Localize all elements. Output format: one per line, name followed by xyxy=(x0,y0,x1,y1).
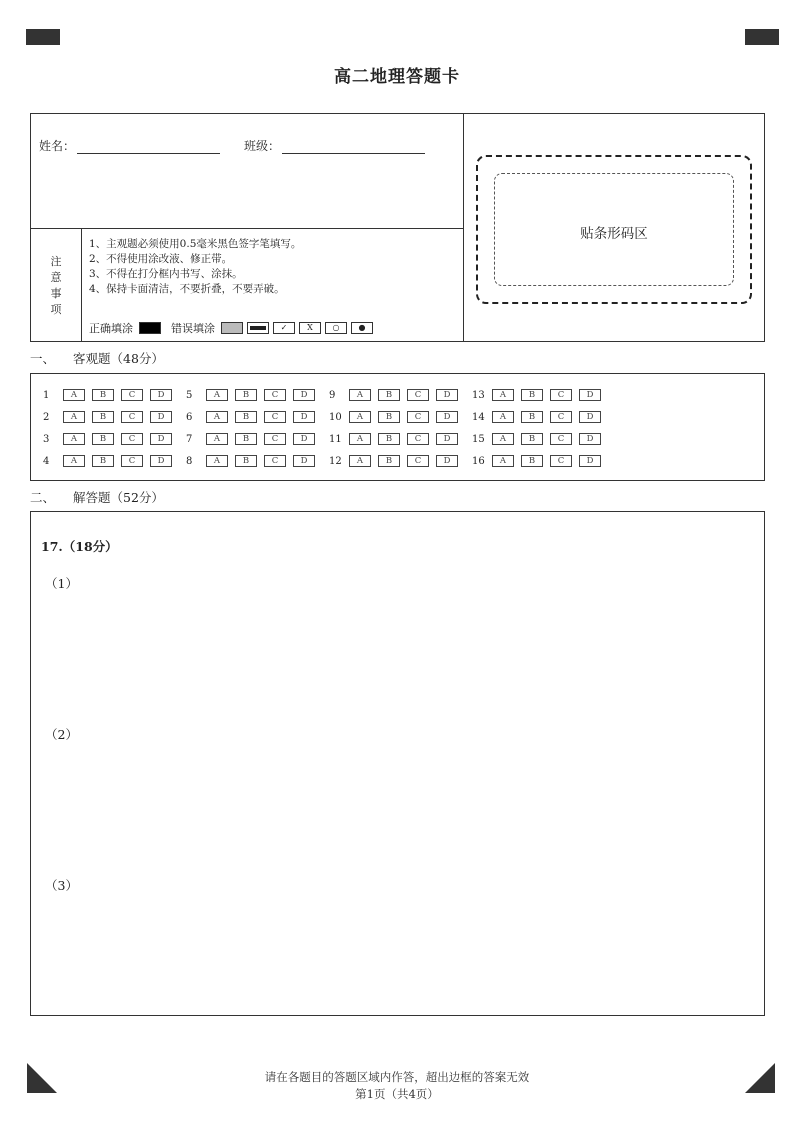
mc-question xyxy=(472,432,615,446)
mc-question-number: 9 xyxy=(329,389,336,401)
mc-question-number: 5 xyxy=(186,389,193,401)
mc-option-bubble[interactable]: C xyxy=(550,455,572,467)
alignment-mark-top-right xyxy=(745,29,779,45)
mc-option-bubble[interactable]: B xyxy=(521,455,543,467)
mc-option-bubble[interactable]: B xyxy=(235,389,257,401)
mc-option-bubble[interactable]: A xyxy=(206,433,228,445)
mc-option-bubble[interactable]: C xyxy=(550,389,572,401)
mc-row xyxy=(43,410,615,424)
mc-option-bubble[interactable]: D xyxy=(293,455,315,467)
barcode-inner-frame xyxy=(494,173,734,286)
mc-question xyxy=(472,410,615,424)
mc-question-number: 8 xyxy=(186,455,193,467)
mc-option-bubble[interactable]: C xyxy=(264,433,286,445)
mc-option-bubble[interactable]: B xyxy=(378,433,400,445)
notes-heading-char: 意 xyxy=(50,270,62,284)
correct-fill-swatch xyxy=(139,322,161,334)
class-field[interactable] xyxy=(282,141,425,154)
mc-option-bubble[interactable]: C xyxy=(407,389,429,401)
mc-option-bubble[interactable]: B xyxy=(235,411,257,423)
mc-option-bubble[interactable]: A xyxy=(206,455,228,467)
wrong-fill-label: 错误填涂 xyxy=(171,322,215,335)
mc-question-number: 7 xyxy=(186,433,193,445)
correct-fill-label: 正确填涂 xyxy=(89,322,133,335)
wrong-fill-check-swatch: ✓ xyxy=(273,322,295,334)
mc-question-number: 13 xyxy=(472,389,485,401)
mc-row xyxy=(43,432,615,446)
answer-area-q17[interactable] xyxy=(30,511,765,1016)
mc-option-bubble[interactable]: D xyxy=(579,433,601,445)
mc-option-bubble[interactable]: C xyxy=(550,433,572,445)
mc-row xyxy=(43,454,615,468)
barcode-label: 贴条形码区 xyxy=(580,226,648,242)
mc-option-bubble[interactable]: A xyxy=(349,433,371,445)
section-index: 一、 xyxy=(30,351,56,366)
mc-option-bubble[interactable]: A xyxy=(63,433,85,445)
mc-question xyxy=(43,432,186,446)
mc-question-number: 1 xyxy=(43,389,50,401)
mc-option-bubble[interactable]: D xyxy=(436,433,458,445)
mc-question-number: 15 xyxy=(472,433,485,445)
mc-option-bubble[interactable]: C xyxy=(121,455,143,467)
mc-option-bubble[interactable]: D xyxy=(150,411,172,423)
wrong-fill-bar-swatch xyxy=(247,322,269,334)
student-info-panel xyxy=(31,114,464,341)
mc-question-number: 16 xyxy=(472,455,485,467)
mc-option-bubble[interactable]: D xyxy=(150,433,172,445)
mc-option-bubble[interactable]: B xyxy=(92,389,114,401)
mc-question xyxy=(43,388,186,402)
mc-option-bubble[interactable]: A xyxy=(349,455,371,467)
mc-row xyxy=(43,388,615,402)
mc-question xyxy=(43,454,186,468)
mc-option-bubble[interactable]: A xyxy=(349,389,371,401)
section-title: 客观题（48分） xyxy=(73,351,164,366)
mc-question-number: 4 xyxy=(43,455,50,467)
mc-option-bubble[interactable]: D xyxy=(293,433,315,445)
wrong-fill-grey-swatch xyxy=(221,322,243,334)
mc-option-bubble[interactable]: C xyxy=(407,411,429,423)
barcode-area xyxy=(476,155,752,304)
mc-question xyxy=(186,410,329,424)
mc-option-bubble[interactable]: D xyxy=(150,389,172,401)
notes-heading-char: 事 xyxy=(50,286,62,300)
note-item: 4、保持卡面清洁，不要折叠，不要弄破。 xyxy=(89,283,285,295)
mc-option-bubble[interactable]: B xyxy=(235,455,257,467)
mc-option-bubble[interactable]: D xyxy=(436,455,458,467)
mc-option-bubble[interactable]: A xyxy=(492,433,514,445)
notes-heading xyxy=(31,229,82,342)
mc-option-bubble[interactable]: D xyxy=(293,411,315,423)
mc-option-bubble[interactable]: D xyxy=(579,389,601,401)
mc-option-bubble[interactable]: A xyxy=(206,389,228,401)
wrong-fill-cross-swatch: X xyxy=(299,322,321,334)
footer-page-number: 第1页（共4页） xyxy=(355,1087,439,1101)
mc-option-bubble[interactable]: B xyxy=(521,389,543,401)
alignment-mark-top-left xyxy=(26,29,60,45)
section-index: 二、 xyxy=(30,490,56,505)
mc-option-bubble[interactable]: A xyxy=(63,389,85,401)
mc-question xyxy=(186,432,329,446)
section-objective-heading xyxy=(30,349,164,367)
mc-question xyxy=(43,410,186,424)
mc-option-bubble[interactable]: C xyxy=(407,455,429,467)
mc-option-bubble[interactable]: D xyxy=(436,389,458,401)
mc-question xyxy=(329,410,472,424)
mc-option-bubble[interactable]: C xyxy=(121,411,143,423)
mc-question xyxy=(472,388,615,402)
mc-option-bubble[interactable]: B xyxy=(521,433,543,445)
mc-option-bubble[interactable]: B xyxy=(235,433,257,445)
multiple-choice-box xyxy=(30,373,765,481)
mc-question xyxy=(472,454,615,468)
mc-question-number: 3 xyxy=(43,433,50,445)
mc-option-bubble[interactable]: C xyxy=(264,455,286,467)
mc-question xyxy=(186,388,329,402)
name-label: 姓名： xyxy=(39,139,76,153)
class-label: 班级： xyxy=(244,139,281,153)
footer-instruction: 请在各题目的答题区域内作答，超出边框的答案无效 xyxy=(264,1070,530,1084)
mc-option-bubble[interactable]: C xyxy=(264,411,286,423)
page-title: 高二地理答题卡 xyxy=(334,67,460,87)
mc-question-number: 2 xyxy=(43,411,50,423)
note-item: 3、不得在打分框内书写、涂抹。 xyxy=(89,268,243,280)
fill-example-row xyxy=(89,320,377,336)
subquestion-label: （2） xyxy=(45,727,78,742)
mc-question xyxy=(329,388,472,402)
notes-area xyxy=(31,228,463,342)
notes-list xyxy=(89,237,301,297)
mc-question-number: 11 xyxy=(329,433,342,445)
mc-option-bubble[interactable]: A xyxy=(63,411,85,423)
question-17-label: 17.（18分） xyxy=(41,539,118,554)
mc-question-number: 6 xyxy=(186,411,193,423)
mc-question-number: 10 xyxy=(329,411,342,423)
mc-option-bubble[interactable]: A xyxy=(492,389,514,401)
mc-option-bubble[interactable]: D xyxy=(150,455,172,467)
mc-option-bubble[interactable]: B xyxy=(92,433,114,445)
mc-option-bubble[interactable]: C xyxy=(264,389,286,401)
mc-option-bubble[interactable]: A xyxy=(492,411,514,423)
mc-option-bubble[interactable]: B xyxy=(378,389,400,401)
mc-option-bubble[interactable]: B xyxy=(92,411,114,423)
mc-question-number: 14 xyxy=(472,411,485,423)
wrong-fill-dot-swatch: ● xyxy=(351,322,373,334)
mc-option-bubble[interactable]: A xyxy=(63,455,85,467)
mc-option-bubble[interactable]: B xyxy=(378,455,400,467)
mc-option-bubble[interactable]: B xyxy=(378,411,400,423)
mc-question xyxy=(329,432,472,446)
mc-option-bubble[interactable]: B xyxy=(92,455,114,467)
mc-option-bubble[interactable]: D xyxy=(579,455,601,467)
mc-option-bubble[interactable]: A xyxy=(349,411,371,423)
mc-option-bubble[interactable]: A xyxy=(206,411,228,423)
mc-option-bubble[interactable]: D xyxy=(436,411,458,423)
note-item: 1、主观题必须使用0.5毫米黑色签字笔填写。 xyxy=(89,238,302,250)
mc-option-bubble[interactable]: A xyxy=(492,455,514,467)
subquestion-label: （1） xyxy=(45,576,78,591)
mc-option-bubble[interactable]: C xyxy=(550,411,572,423)
mc-question xyxy=(186,454,329,468)
name-class-row xyxy=(39,137,425,154)
subquestion-label: （3） xyxy=(45,878,78,893)
mc-option-bubble[interactable]: D xyxy=(579,411,601,423)
mc-question xyxy=(329,454,472,468)
info-box xyxy=(30,113,765,342)
mc-option-bubble[interactable]: D xyxy=(293,389,315,401)
note-item: 2、不得使用涂改液、修正带。 xyxy=(89,253,233,265)
mc-option-bubble[interactable]: C xyxy=(121,433,143,445)
name-field[interactable] xyxy=(77,141,220,154)
notes-heading-char: 注 xyxy=(50,254,62,268)
wrong-fill-circle-swatch: ○ xyxy=(325,322,347,334)
section-answer-heading xyxy=(30,488,164,506)
mc-option-bubble[interactable]: B xyxy=(521,411,543,423)
mc-question-number: 12 xyxy=(329,455,342,467)
section-title: 解答题（52分） xyxy=(73,490,164,505)
mc-option-bubble[interactable]: C xyxy=(121,389,143,401)
mc-option-bubble[interactable]: C xyxy=(407,433,429,445)
notes-heading-char: 项 xyxy=(50,302,62,316)
